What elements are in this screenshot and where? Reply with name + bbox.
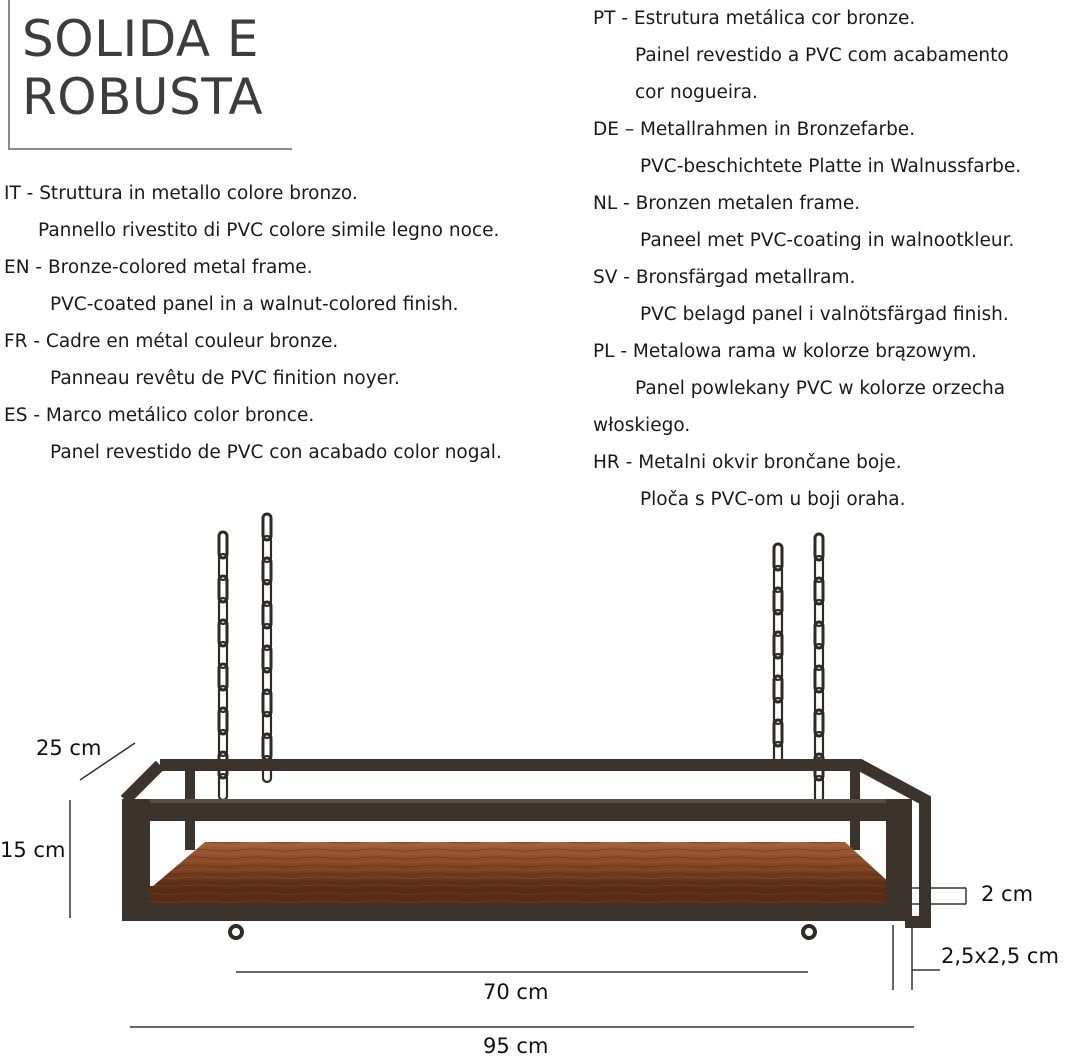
description-line: PVC-coated panel in a walnut-colored finish. <box>50 294 459 315</box>
description-line: Painel revestido a PVC com acabamento <box>635 45 1009 66</box>
product-drawing <box>0 500 1080 1057</box>
description-line: SV - Bronsfärgad metallram. <box>593 267 856 288</box>
page-title: SOLIDA E ROBUSTA <box>22 10 264 126</box>
description-line: Panel revestido de PVC con acabado color nogal. <box>50 442 502 463</box>
hanging-chains <box>219 514 823 802</box>
description-line: HR - Metalni okvir brončane boje. <box>593 452 902 473</box>
title-box <box>8 0 292 150</box>
right-description-column <box>593 0 1021 518</box>
tube-section-label: 2,5x2,5 cm <box>941 944 1059 968</box>
inner-length-label: 70 cm <box>483 980 549 1004</box>
description-line: IT - Struttura in metallo colore bronzo. <box>4 183 358 204</box>
height-label: 15 cm <box>0 838 66 862</box>
description-line: NL - Bronzen metalen frame. <box>593 193 861 214</box>
description-line: PVC-beschichtete Platte in Walnussfarbe. <box>640 156 1022 177</box>
depth-label: 25 cm <box>36 736 102 760</box>
wood-panel <box>150 842 896 904</box>
description-line: Pannello rivestito di PVC colore simile legno noce. <box>38 220 500 241</box>
panel-thickness-label: 2 cm <box>981 882 1034 906</box>
bottom-hooks <box>230 926 815 938</box>
description-line: EN - Bronze-colored metal frame. <box>4 257 313 278</box>
description-line: Ploča s PVC-om u boji oraha. <box>640 489 906 510</box>
description-line: włoskiego. <box>593 415 691 436</box>
total-length-label: 95 cm <box>483 1034 549 1058</box>
description-line: Paneel met PVC-coating in walnootkleur. <box>640 230 1015 251</box>
description-line: FR - Cadre en métal couleur bronze. <box>4 331 339 352</box>
description-line: cor nogueira. <box>635 82 758 103</box>
description-line: Panneau revêtu de PVC finition noyer. <box>50 368 400 389</box>
description-line: Panel powlekany PVC w kolorze orzecha <box>635 378 1006 399</box>
description-line: ES - Marco metálico color bronce. <box>4 405 315 426</box>
description-line: PVC belagd panel i valnötsfärgad finish. <box>640 304 1009 325</box>
description-line: PT - Estrutura metálica cor bronze. <box>593 8 916 29</box>
left-description-column <box>4 175 502 471</box>
description-line: PL - Metalowa rama w kolorze brązowym. <box>593 341 977 362</box>
description-line: DE – Metallrahmen in Bronzefarbe. <box>593 119 916 140</box>
